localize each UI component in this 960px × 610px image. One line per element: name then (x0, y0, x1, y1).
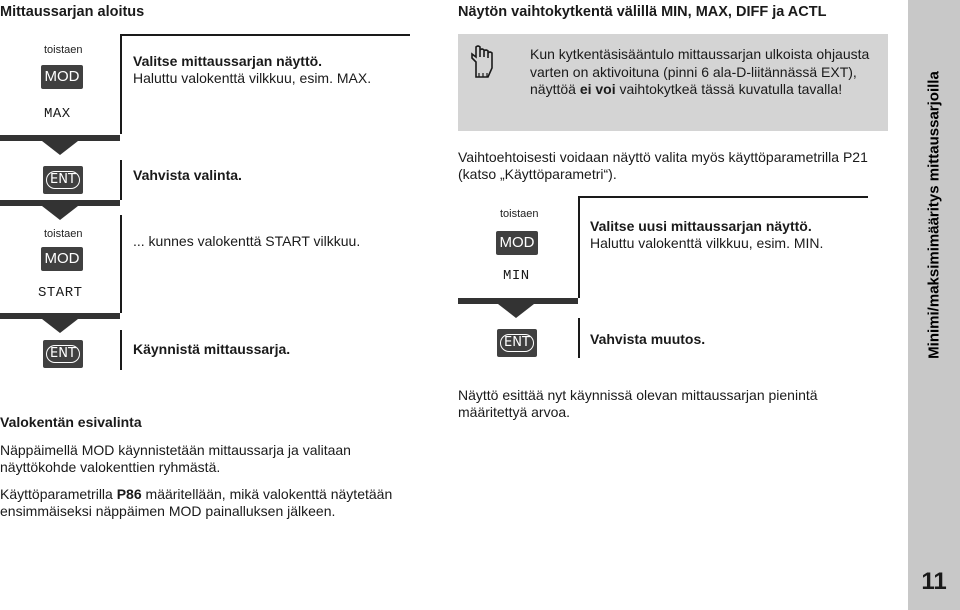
chapter-title: Minimi/maksimimääritys mittaussarjoilla (925, 71, 943, 359)
section-heading: Mittaussarjan aloitus (0, 4, 145, 20)
paragraph: Näyttö esittää nyt käynnissä olevan mittaussarjan pienintä määritettyä arvoa. (458, 387, 818, 420)
step-instruction: Vahvista muutos. (590, 331, 706, 347)
paragraph: Vaihtoehtoisesti voidaan näyttö valita myös käyttöparametrilla P21 (katso „Käyttöparametri“). (458, 149, 868, 182)
ent-key-icon: ENT (497, 329, 537, 357)
repeat-label: toistaen (44, 228, 83, 240)
down-arrow-icon (498, 304, 534, 318)
down-arrow-icon (42, 141, 78, 155)
paragraph: Näppäimellä MOD käynnistetään mittaussarja ja valitaan näyttökohde valokenttien ryhmästä. (0, 442, 351, 475)
paragraph: Käyttöparametrilla P86 määritellään, mikä valokenttä näytetään ensimmäiseksi näppäimen MOD painalluksen jälkeen. (0, 486, 393, 519)
ent-key-icon: ENT (43, 340, 83, 368)
subsection-heading: Valokentän esivalinta (0, 414, 142, 430)
ent-key-icon: ENT (43, 166, 83, 194)
page-number: 11 (921, 568, 947, 595)
repeat-label: toistaen (500, 208, 539, 220)
down-arrow-icon (42, 206, 78, 220)
down-arrow-icon (42, 319, 78, 333)
mod-key-icon: MOD (41, 65, 83, 89)
step-description: Haluttu valokenttä vilkkuu, esim. MIN. (590, 235, 824, 251)
repeat-label: toistaen (44, 44, 83, 56)
display-value: MAX (44, 106, 71, 122)
mod-key-icon: MOD (41, 247, 83, 271)
step-description: ... kunnes valokenttä START vilkkuu. (133, 233, 361, 249)
note-text: Kun kytkentäsisääntulo mittaussarjan ulkoista ohjausta varten on aktivoituna (pinni 6 ala-D-liitännässä EXT), näyttöä ei voi vaihtokytkeä tässä kuvatulla tavalla! (530, 46, 870, 97)
section-heading: Näytön vaihtokytkentä välillä MIN, MAX, DIFF ja ACTL (458, 4, 827, 20)
step-description: Haluttu valokenttä vilkkuu, esim. MAX. (133, 70, 372, 86)
step-instruction: Käynnistä mittaussarja. (133, 341, 291, 357)
mod-key-icon: MOD (496, 231, 538, 255)
display-value: MIN (503, 268, 530, 284)
step-instruction: Vahvista valinta. (133, 167, 242, 183)
step-instruction: Valitse uusi mittaussarjan näyttö. (590, 218, 812, 234)
step-instruction: Valitse mittaussarjan näyttö. (133, 53, 323, 69)
hand-pointer-icon (468, 44, 496, 78)
display-value: START (38, 285, 83, 301)
